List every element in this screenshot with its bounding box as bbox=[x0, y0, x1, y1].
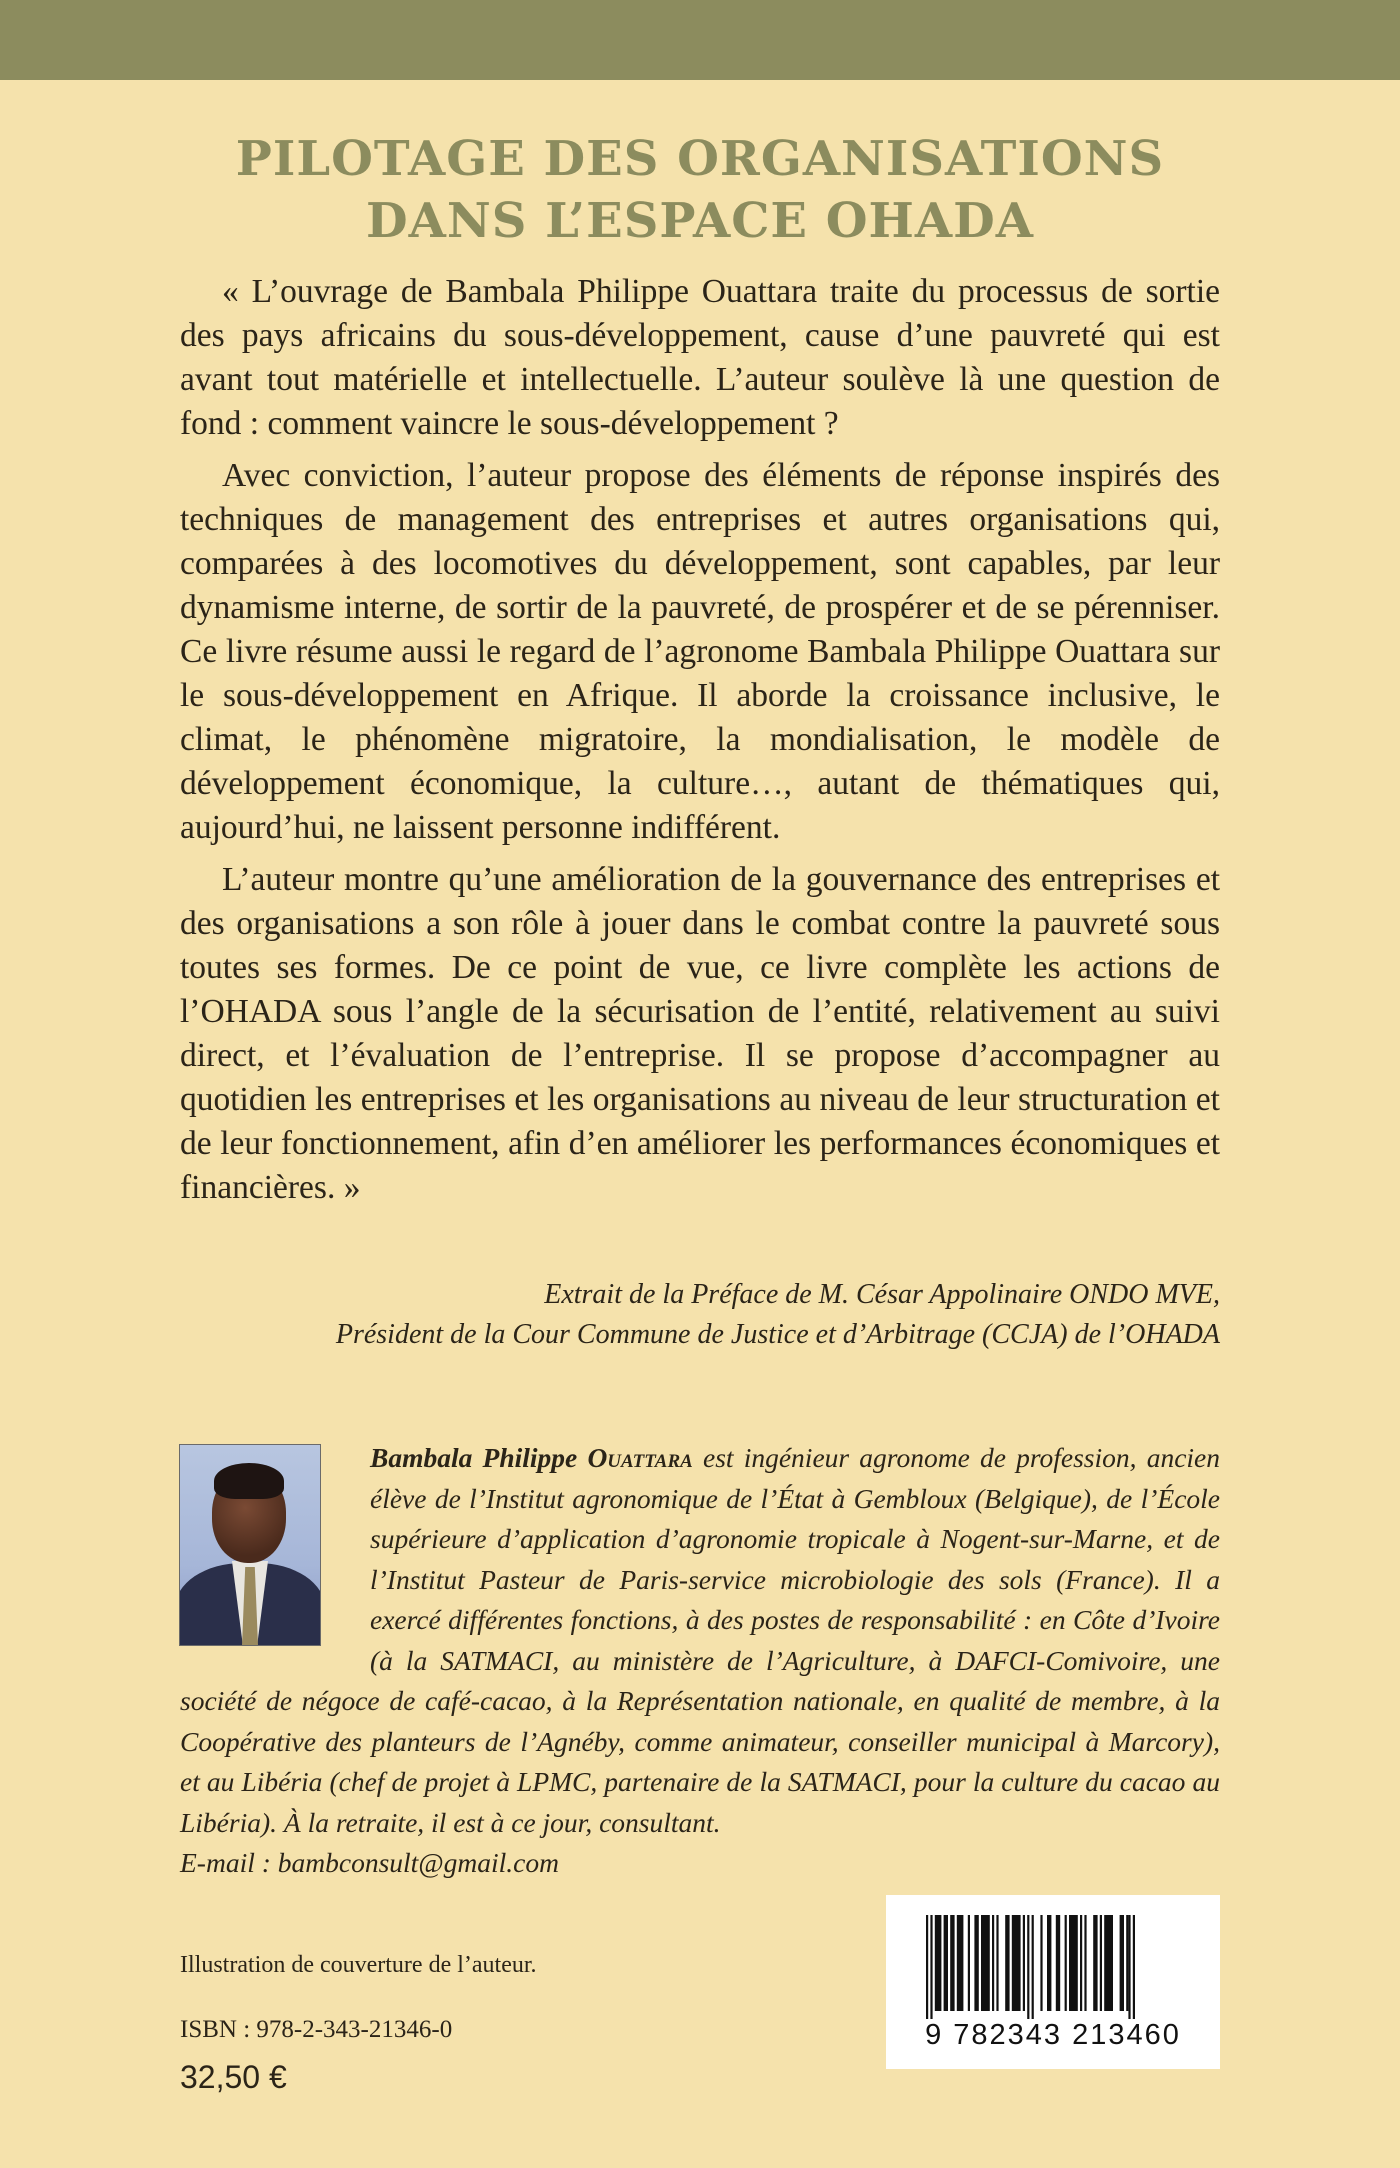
preface-excerpt bbox=[180, 270, 1220, 1218]
barcode-digits: 9 782343 213460 bbox=[925, 2019, 1181, 2051]
preface-paragraph-2: Avec conviction, l’auteur propose des éléments de réponse inspirés des techniques de management des entreprises et autres organisations qui, comparées à des locomotives du développement, sont capables, par leur dynamisme interne, de sortir de la pauvreté, de prospérer et de se pérenniser. Ce livre résume aussi le regard de l’agronome Bambala Philippe Ouattara sur le sous-développement en Afrique. Il aborde la croissance inclusive, le climat, le phénomène migratoire, la mondialisation, le modèle de développement économique, la culture…, autant de thématiques qui, aujourd’hui, ne laissent personne indifférent. bbox=[180, 457, 1220, 846]
preface-paragraph-3: L’auteur montre qu’une amélioration de la gouvernance des entreprises et des organisations a son rôle à jouer dans le combat contre la pauvreté sous toutes ses formes. De ce point de vue, ce livre complète les actions de l’OHADA sous l’angle de la sécurisation de l’entité, relativement au suivi direct, et l’évaluation de l’entreprise. Il se propose d’accompagner au quotidien les entreprises et les organisations au niveau de leur structuration et de leur fonctionnement, afin d’en améliorer les performances économiques et financières. » bbox=[180, 861, 1220, 1206]
author-bio-text: est ingénieur agronome de profession, ancien élève de l’Institut agronomique de l’État à Gembloux (Belgique), de l’École supérieure d’application d’agronomie tropicale à Nogent-sur-Marne, et de l’Institut Pasteur de Paris-service microbiologie des sols (France). Il a exercé différentes fonctions, à des postes de responsabilité : en Côte d’Ivoire (à la SATMACI, au ministère de l’Agriculture, à DAFCI-Comivoire, une société de négoce de café-cacao, à la Représentation nationale, en qualité de membre, à la Coopérative des planteurs de l’Agnéby, comme animateur, conseiller municipal à Marcory), et au Libéria (chef de projet à LPMC, partenaire de la SATMACI, pour la culture du cacao au Libéria). À la retraite, il est à ce jour, consultant. bbox=[180, 1442, 1220, 1838]
cover-illustration-credit: Illustration de couverture de l’auteur. bbox=[180, 1952, 537, 1978]
book-title bbox=[0, 128, 1400, 252]
barcode-bars bbox=[926, 1915, 1180, 2019]
title-line-1: PILOTAGE DES ORGANISATIONS bbox=[235, 131, 1165, 187]
attribution-line-2: Président de la Cour Commune de Justice et d’Arbitrage (CCJA) de l’OHADA bbox=[335, 1319, 1220, 1350]
preface-paragraph-1: « L’ouvrage de Bambala Philippe Ouattara traite du processus de sortie des pays africains du sous-développement, cause d’une pauvreté qui est avant tout matérielle et intellectuelle. L’auteur soulève là une question de fond : comment vaincre le sous-développement ? bbox=[180, 273, 1220, 442]
preface-attribution bbox=[120, 1275, 1220, 1355]
author-biography bbox=[180, 1438, 1220, 1884]
barcode bbox=[886, 1895, 1220, 2069]
author-name-first: Bambala Philippe bbox=[370, 1442, 588, 1473]
attribution-line-1: Extrait de la Préface de M. César Appolinaire ONDO MVE, bbox=[544, 1279, 1220, 1310]
title-line-2: DANS L’ESPACE OHADA bbox=[366, 193, 1034, 249]
author-email: E-mail : bambconsult@gmail.com bbox=[180, 1847, 559, 1878]
author-name-last: Ouattara bbox=[587, 1442, 693, 1473]
isbn: ISBN : 978-2-343-21346-0 bbox=[180, 2016, 453, 2043]
price: 32,50 € bbox=[180, 2059, 287, 2095]
top-color-band bbox=[0, 0, 1400, 80]
